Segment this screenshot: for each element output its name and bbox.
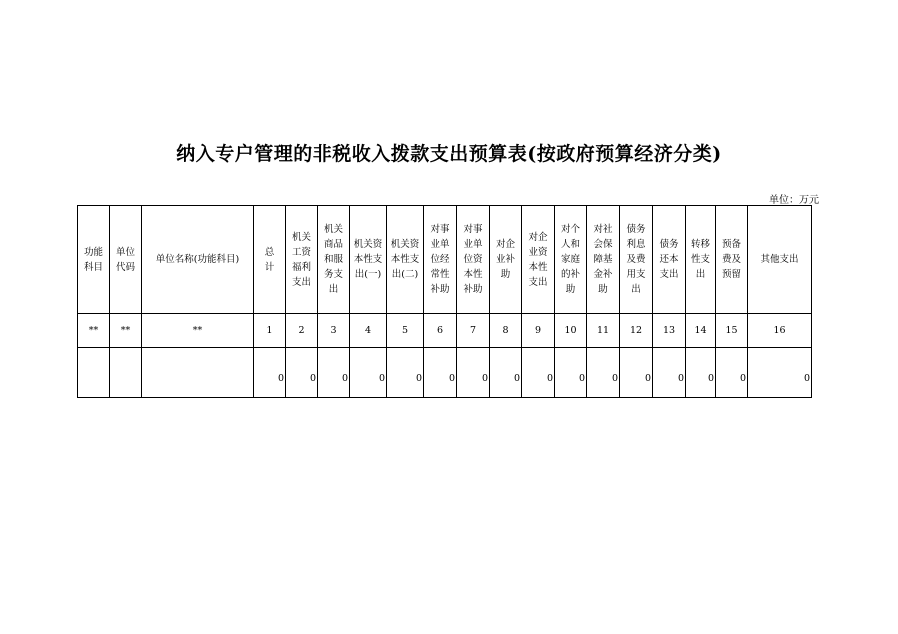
index-cell: **	[142, 314, 254, 348]
header-cell	[587, 206, 620, 314]
index-cell: 8	[490, 314, 522, 348]
header-label: 债务 还本 支出	[659, 239, 679, 280]
header-label: 机关 工资 福利 支出	[291, 231, 311, 288]
value-cell: 0	[254, 348, 286, 398]
value-cell: 0	[318, 348, 350, 398]
index-cell: 2	[286, 314, 318, 348]
index-cell: **	[110, 314, 142, 348]
header-label: 机关资 本性支 出(一)	[353, 239, 383, 280]
index-cell: 9	[522, 314, 555, 348]
header-label: 单位 代码	[115, 246, 135, 273]
value-cell: 0	[653, 348, 686, 398]
value-cell: 0	[587, 348, 620, 398]
header-label: 其他支出	[760, 254, 799, 265]
header-label: 预备 费及 预留	[721, 239, 741, 280]
header-label: 对事 业单 位资 本性 补助	[463, 224, 483, 295]
unit-label: 单位：万元	[769, 195, 819, 206]
index-cell: 4	[350, 314, 387, 348]
value-cell: 0	[716, 348, 748, 398]
table-row	[78, 348, 812, 398]
header-cell	[555, 206, 587, 314]
value-cell: 0	[555, 348, 587, 398]
header-label: 对企 业补 助	[495, 239, 515, 280]
header-cell	[716, 206, 748, 314]
index-cell: 7	[457, 314, 490, 348]
value-cell	[142, 348, 254, 398]
index-cell: 15	[716, 314, 748, 348]
header-cell	[522, 206, 555, 314]
index-cell: 6	[424, 314, 457, 348]
value-cell: 0	[286, 348, 318, 398]
value-cell	[78, 348, 110, 398]
index-cell: 16	[748, 314, 812, 348]
header-cell	[350, 206, 387, 314]
value-cell: 0	[748, 348, 812, 398]
header-label: 对事 业单 位经 常性 补助	[430, 224, 450, 295]
header-cell	[620, 206, 653, 314]
value-cell: 0	[424, 348, 457, 398]
value-cell: 0	[620, 348, 653, 398]
header-row	[78, 206, 812, 314]
header-cell	[457, 206, 490, 314]
index-row	[78, 314, 812, 348]
value-cell	[110, 348, 142, 398]
header-cell	[78, 206, 110, 314]
header-cell	[653, 206, 686, 314]
index-cell: 11	[587, 314, 620, 348]
index-cell: 1	[254, 314, 286, 348]
index-cell: **	[78, 314, 110, 348]
index-cell: 3	[318, 314, 350, 348]
header-label: 机关 商品 和服 务支 出	[323, 224, 343, 295]
index-cell: 5	[387, 314, 424, 348]
header-cell	[490, 206, 522, 314]
header-cell	[142, 206, 254, 314]
page-title: 纳入专户管理的非税收入拨款支出预算表(按政府预算经济分类)	[176, 143, 722, 165]
header-label: 对社 会保 障基 金补 助	[593, 224, 613, 295]
header-cell	[254, 206, 286, 314]
header-cell	[110, 206, 142, 314]
header-label: 债务 利息 及费 用支 出	[626, 224, 646, 295]
index-cell: 12	[620, 314, 653, 348]
header-label: 单位名称(功能科目)	[155, 254, 240, 265]
value-cell: 0	[522, 348, 555, 398]
header-cell	[748, 206, 812, 314]
header-label: 转移 性支 出	[690, 239, 710, 280]
header-cell	[387, 206, 424, 314]
header-label: 功能 科目	[83, 246, 103, 273]
header-label: 对企 业资 本性 支出	[528, 231, 548, 288]
header-label: 总 计	[264, 246, 275, 273]
index-cell: 13	[653, 314, 686, 348]
header-cell	[286, 206, 318, 314]
header-label: 对个 人和 家庭 的补 助	[560, 224, 580, 295]
value-cell: 0	[686, 348, 716, 398]
index-cell: 14	[686, 314, 716, 348]
value-cell: 0	[387, 348, 424, 398]
value-cell: 0	[490, 348, 522, 398]
header-label: 机关资 本性支 出(二)	[390, 239, 420, 280]
index-cell: 10	[555, 314, 587, 348]
value-cell: 0	[457, 348, 490, 398]
header-cell	[424, 206, 457, 314]
value-cell: 0	[350, 348, 387, 398]
header-cell	[318, 206, 350, 314]
budget-table	[77, 205, 812, 398]
header-cell	[686, 206, 716, 314]
